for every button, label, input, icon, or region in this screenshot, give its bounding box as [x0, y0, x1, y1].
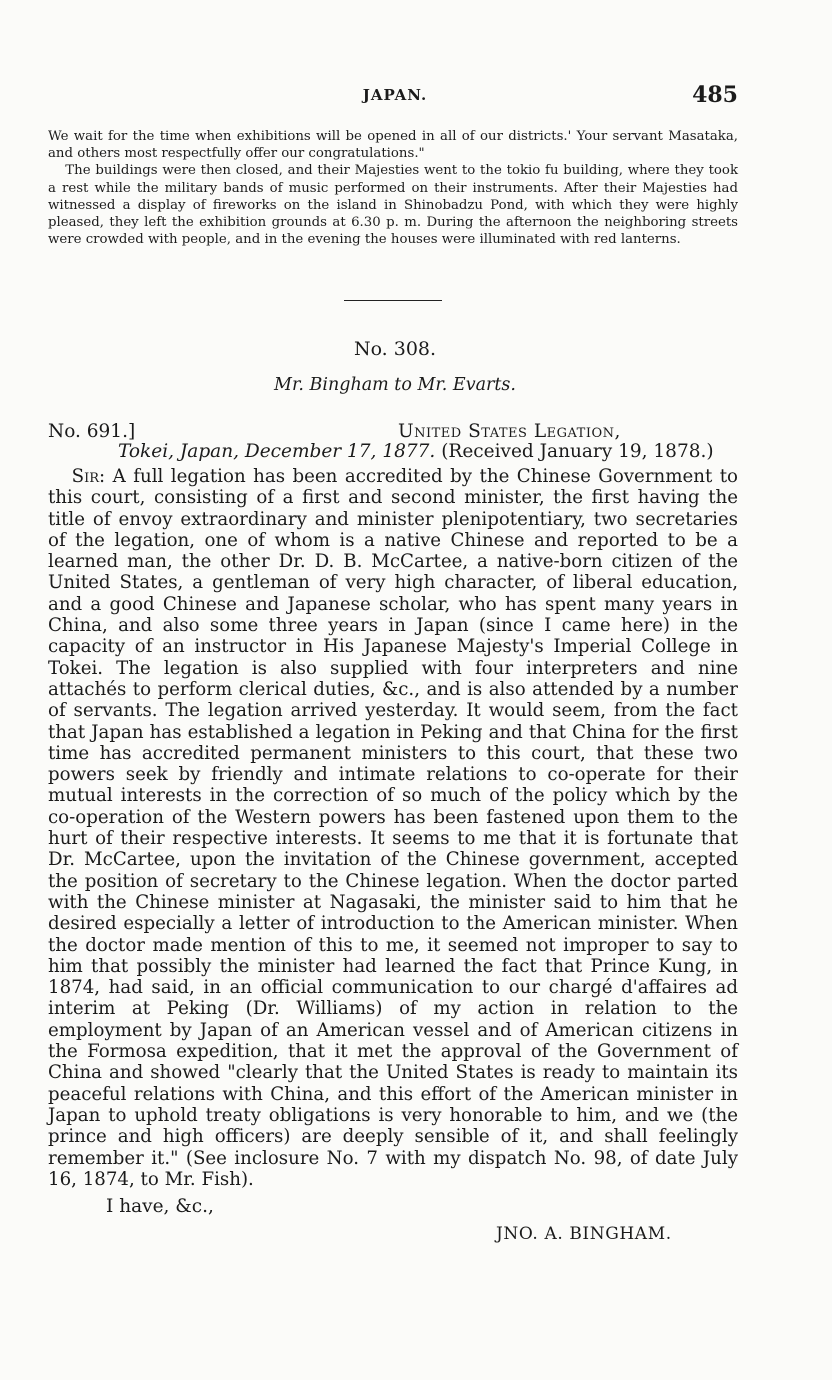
letter-paragraph: [48, 466, 738, 1190]
closing: I have, &c.,: [106, 1196, 214, 1217]
legation-name: United States Legation,: [398, 421, 621, 442]
document-number: No. 308.: [353, 338, 437, 360]
letter-body-text: A full legation has been accredited by the Chinese Government to this court, consisting of a first and second minister, the first having the title of envoy extraordinary and minister plenipotentiary, two secretaries of the legation, one of whom is a native Chinese and reported to be a learned man, the other Dr. D. B. McCartee, a native-born citizen of the United States, a gentleman of very high character, of liberal education, and a good Chinese and Japanese scholar, who has spent many years in China, and also some three years in Japan (since I came here) in the capacity of an instructor in His Japanese Majesty's Imperial College in Tokei. The legation is also supplied with four interpreters and nine attachés to perform clerical duties, &c., and is also attended by a number of servants. The legation arrived yesterday. It would seem, from the fact that Japan has established a legation in Peking and that China for the first time has accredited permanent ministers to this court, that these two powers seek by friendly and intimate relations to co-operate for their mutual interests in the correction of so much of the policy which by the co-operation of the Western powers has been fastened upon them to the hurt of their respective interests. It seems to me that it is fortunate that Dr. McCartee, upon the invitation of the Chinese government, accepted the position of secretary to the Chinese legation. When the doctor parted with the Chinese minister at Nagasaki, the minister said to him that he desired especially a letter of introduction to the American minister. When the doctor made mention of this to me, it seemed not improper to say to him that possibly the minister had learned the fact that Prince Kung, in 1874, had said, in an official communication to our chargé d'affaires ad interim at Peking (Dr. Williams) of my action in relation to the employment by Japan of an American vessel and of American citizens in the Formosa expedition, that it met the approval of the Government of China and showed "clearly that the United States is ready to maintain its peaceful relations with China, and this effort of the American minister in Japan to uphold treaty obligations is very honorable to him, and we (the prince and high officers) are deeply sensible of it, and shall feelingly remember it." (See inclosure No. 7 with my dispatch No. 98, of date July 16, 1874, to Mr. Fish).: [48, 466, 738, 1190]
page-number: 485: [692, 82, 738, 108]
salutation: Sir:: [71, 466, 106, 487]
preceding-text: [48, 128, 738, 248]
preceding-paragraph-1: We wait for the time when exhibitions will be opened in all of our districts.' Your servant Masataka, and others most respectfully offer our congratulations.": [48, 129, 738, 162]
place-date: Tokei, Japan, December 17, 1877.: [118, 441, 436, 462]
preceding-paragraph-2: The buildings were then closed, and their Majesties went to the tokio fu building, where they took a rest while the military bands of music performed on their instruments. After their Majesties had witnessed a display of fireworks on the island in Shinobadzu Pond, with which they were highly pleased, they left the exhibition grounds at 6.30 p. m. During the afternoon the neighboring streets were crowded with people, and in the evening the houses were illuminated with red lanterns.: [48, 163, 738, 248]
document-heading: Mr. Bingham to Mr. Evarts.: [274, 375, 516, 395]
dateline: [118, 441, 714, 462]
dispatch-number: No. 691.]: [48, 421, 136, 442]
running-title: JAPAN.: [362, 86, 428, 104]
received-date: (Received January 19, 1878.): [441, 441, 714, 462]
section-divider: [344, 300, 442, 301]
letter-body: [48, 466, 738, 1190]
signature: JNO. A. BINGHAM.: [496, 1224, 672, 1244]
